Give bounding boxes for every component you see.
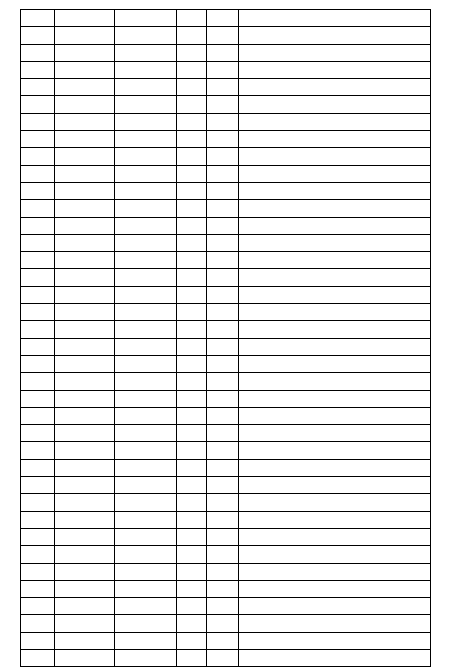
table-cell — [21, 286, 55, 303]
table-cell — [55, 96, 115, 113]
table-cell — [55, 10, 115, 27]
table-cell — [207, 511, 239, 528]
table-cell — [21, 546, 55, 563]
table-cell — [55, 269, 115, 286]
table-cell — [115, 96, 177, 113]
table-cell — [177, 27, 207, 44]
table-cell — [239, 425, 431, 442]
table-cell — [177, 234, 207, 251]
table-cell — [177, 477, 207, 494]
table-cell — [177, 632, 207, 649]
table-cell — [207, 563, 239, 580]
table-cell — [115, 200, 177, 217]
table-cell — [21, 407, 55, 424]
table-cell — [239, 580, 431, 597]
table-cell — [239, 477, 431, 494]
table-cell — [115, 477, 177, 494]
table-cell — [177, 44, 207, 61]
table-cell — [55, 217, 115, 234]
table-cell — [55, 390, 115, 407]
table-row — [21, 27, 431, 44]
table-cell — [55, 182, 115, 199]
table-cell — [21, 598, 55, 615]
table-cell — [55, 321, 115, 338]
table-cell — [207, 425, 239, 442]
table-row — [21, 563, 431, 580]
table-row — [21, 615, 431, 632]
table-cell — [177, 442, 207, 459]
table-cell — [239, 321, 431, 338]
table-cell — [177, 425, 207, 442]
table-cell — [207, 27, 239, 44]
table-cell — [239, 200, 431, 217]
table-row — [21, 390, 431, 407]
table-cell — [55, 304, 115, 321]
table-cell — [55, 113, 115, 130]
table-cell — [21, 252, 55, 269]
table-cell — [239, 165, 431, 182]
table-cell — [207, 442, 239, 459]
table-cell — [115, 10, 177, 27]
table-cell — [115, 511, 177, 528]
table-cell — [21, 269, 55, 286]
table-cell — [115, 321, 177, 338]
table-cell — [21, 338, 55, 355]
table-cell — [115, 182, 177, 199]
table-row — [21, 459, 431, 476]
table-cell — [239, 304, 431, 321]
table-cell — [177, 338, 207, 355]
table-cell — [239, 96, 431, 113]
table-cell — [239, 338, 431, 355]
table-cell — [177, 113, 207, 130]
table-cell — [239, 511, 431, 528]
table-cell — [115, 61, 177, 78]
table-cell — [207, 286, 239, 303]
table-cell — [115, 113, 177, 130]
table-cell — [177, 563, 207, 580]
table-row — [21, 44, 431, 61]
table-row — [21, 632, 431, 649]
table-row — [21, 217, 431, 234]
table-cell — [55, 373, 115, 390]
table-row — [21, 148, 431, 165]
table-cell — [115, 165, 177, 182]
table-cell — [21, 304, 55, 321]
table-cell — [115, 649, 177, 666]
table-cell — [207, 632, 239, 649]
table-cell — [177, 390, 207, 407]
table-cell — [177, 10, 207, 27]
table-cell — [207, 407, 239, 424]
table-cell — [207, 44, 239, 61]
table-cell — [177, 252, 207, 269]
table-cell — [55, 494, 115, 511]
table-row — [21, 10, 431, 27]
table-row — [21, 528, 431, 545]
table-cell — [55, 598, 115, 615]
table-cell — [207, 200, 239, 217]
table-cell — [207, 477, 239, 494]
table-cell — [239, 27, 431, 44]
table-cell — [55, 131, 115, 148]
table-cell — [21, 182, 55, 199]
table-cell — [207, 580, 239, 597]
table-cell — [55, 79, 115, 96]
table-cell — [177, 494, 207, 511]
table-cell — [239, 131, 431, 148]
table-cell — [207, 338, 239, 355]
table-cell — [115, 131, 177, 148]
table-cell — [177, 528, 207, 545]
table-cell — [239, 355, 431, 372]
table-cell — [177, 615, 207, 632]
table-cell — [177, 286, 207, 303]
table-cell — [207, 79, 239, 96]
table-cell — [115, 425, 177, 442]
table-cell — [55, 632, 115, 649]
table-cell — [21, 632, 55, 649]
table-cell — [239, 148, 431, 165]
table-cell — [115, 598, 177, 615]
table-cell — [177, 598, 207, 615]
table-cell — [207, 165, 239, 182]
table-cell — [115, 494, 177, 511]
table-cell — [239, 632, 431, 649]
table-cell — [55, 27, 115, 44]
table-cell — [21, 131, 55, 148]
table-cell — [239, 373, 431, 390]
table-cell — [177, 148, 207, 165]
table-cell — [21, 321, 55, 338]
table-cell — [115, 407, 177, 424]
table-cell — [115, 304, 177, 321]
table-cell — [21, 459, 55, 476]
table-cell — [239, 61, 431, 78]
table-cell — [21, 10, 55, 27]
table-cell — [177, 96, 207, 113]
table-row — [21, 304, 431, 321]
table-cell — [21, 615, 55, 632]
table-cell — [55, 442, 115, 459]
table-cell — [21, 494, 55, 511]
table-cell — [177, 269, 207, 286]
table-row — [21, 182, 431, 199]
table-cell — [207, 252, 239, 269]
table-cell — [207, 494, 239, 511]
table-cell — [177, 459, 207, 476]
table-cell — [115, 286, 177, 303]
table-cell — [115, 459, 177, 476]
table-cell — [239, 442, 431, 459]
table-cell — [207, 528, 239, 545]
table-cell — [55, 338, 115, 355]
table-cell — [177, 373, 207, 390]
table-cell — [21, 511, 55, 528]
table-cell — [115, 217, 177, 234]
table-cell — [21, 390, 55, 407]
table-cell — [55, 459, 115, 476]
table-cell — [21, 355, 55, 372]
table-row — [21, 546, 431, 563]
table-cell — [177, 131, 207, 148]
table-cell — [207, 459, 239, 476]
table-cell — [207, 390, 239, 407]
table-row — [21, 355, 431, 372]
table-cell — [115, 632, 177, 649]
table-cell — [55, 200, 115, 217]
table-cell — [115, 338, 177, 355]
table-cell — [115, 148, 177, 165]
table-cell — [21, 234, 55, 251]
table-row — [21, 442, 431, 459]
table-cell — [207, 598, 239, 615]
table-row — [21, 477, 431, 494]
table-cell — [207, 304, 239, 321]
table-row — [21, 286, 431, 303]
table-cell — [115, 580, 177, 597]
table-body — [21, 10, 431, 667]
table-cell — [21, 165, 55, 182]
table-cell — [55, 234, 115, 251]
table-cell — [55, 563, 115, 580]
table-row — [21, 580, 431, 597]
data-table — [20, 9, 431, 667]
table-row — [21, 79, 431, 96]
table-cell — [177, 580, 207, 597]
table-cell — [207, 615, 239, 632]
table-cell — [21, 148, 55, 165]
table-cell — [207, 217, 239, 234]
table-row — [21, 269, 431, 286]
table-cell — [207, 182, 239, 199]
table-cell — [21, 96, 55, 113]
table-cell — [21, 79, 55, 96]
table-cell — [115, 355, 177, 372]
table-cell — [21, 113, 55, 130]
table-cell — [115, 44, 177, 61]
table-cell — [115, 442, 177, 459]
table-cell — [239, 269, 431, 286]
table-cell — [207, 96, 239, 113]
table-cell — [239, 113, 431, 130]
table-cell — [239, 649, 431, 666]
table-cell — [115, 234, 177, 251]
table-cell — [239, 217, 431, 234]
table-cell — [239, 390, 431, 407]
table-cell — [177, 200, 207, 217]
table-row — [21, 96, 431, 113]
table-cell — [21, 44, 55, 61]
table-row — [21, 200, 431, 217]
table-cell — [177, 165, 207, 182]
table-cell — [239, 546, 431, 563]
table-cell — [115, 373, 177, 390]
table-cell — [21, 373, 55, 390]
table-cell — [55, 649, 115, 666]
table-row — [21, 425, 431, 442]
table-cell — [115, 546, 177, 563]
table-cell — [115, 615, 177, 632]
table-cell — [239, 286, 431, 303]
table-row — [21, 165, 431, 182]
table-cell — [239, 79, 431, 96]
table-cell — [239, 615, 431, 632]
table-cell — [55, 165, 115, 182]
table-cell — [239, 234, 431, 251]
table-row — [21, 338, 431, 355]
table-cell — [21, 477, 55, 494]
table-cell — [55, 477, 115, 494]
table-cell — [115, 528, 177, 545]
table-cell — [21, 649, 55, 666]
table-cell — [207, 373, 239, 390]
table-row — [21, 252, 431, 269]
table-cell — [207, 269, 239, 286]
table-cell — [55, 580, 115, 597]
table-row — [21, 234, 431, 251]
table-cell — [207, 234, 239, 251]
table-cell — [55, 511, 115, 528]
table-row — [21, 321, 431, 338]
table-cell — [239, 182, 431, 199]
table-cell — [21, 425, 55, 442]
table-row — [21, 598, 431, 615]
table-cell — [21, 200, 55, 217]
table-cell — [55, 44, 115, 61]
table-row — [21, 511, 431, 528]
table-cell — [55, 528, 115, 545]
table-row — [21, 131, 431, 148]
table-cell — [207, 321, 239, 338]
table-cell — [55, 355, 115, 372]
table-cell — [177, 511, 207, 528]
table-cell — [239, 563, 431, 580]
table-cell — [115, 27, 177, 44]
table-cell — [55, 252, 115, 269]
table-cell — [55, 407, 115, 424]
table-cell — [177, 649, 207, 666]
table-cell — [55, 546, 115, 563]
table-cell — [207, 355, 239, 372]
table-cell — [21, 217, 55, 234]
table-cell — [207, 546, 239, 563]
table-cell — [239, 598, 431, 615]
table-cell — [177, 321, 207, 338]
table-cell — [239, 528, 431, 545]
table-cell — [207, 113, 239, 130]
table-cell — [21, 563, 55, 580]
table-cell — [115, 79, 177, 96]
table-cell — [115, 252, 177, 269]
table-cell — [177, 546, 207, 563]
table-row — [21, 649, 431, 666]
table-cell — [177, 79, 207, 96]
table-row — [21, 113, 431, 130]
table-cell — [55, 425, 115, 442]
table-cell — [207, 649, 239, 666]
table-cell — [21, 528, 55, 545]
table-cell — [207, 148, 239, 165]
table-cell — [177, 355, 207, 372]
table-row — [21, 61, 431, 78]
table-cell — [21, 61, 55, 78]
table-cell — [55, 61, 115, 78]
table-cell — [55, 286, 115, 303]
table-cell — [239, 44, 431, 61]
table-cell — [21, 442, 55, 459]
table-cell — [239, 407, 431, 424]
table-cell — [21, 27, 55, 44]
table-cell — [21, 580, 55, 597]
table-row — [21, 407, 431, 424]
table-row — [21, 373, 431, 390]
table-cell — [239, 494, 431, 511]
table-cell — [55, 148, 115, 165]
table-cell — [177, 217, 207, 234]
table-cell — [177, 61, 207, 78]
table-row — [21, 494, 431, 511]
table-cell — [207, 61, 239, 78]
table-cell — [239, 10, 431, 27]
table-cell — [239, 252, 431, 269]
table-cell — [177, 407, 207, 424]
table-cell — [177, 304, 207, 321]
table-cell — [177, 182, 207, 199]
table-cell — [115, 390, 177, 407]
table-cell — [239, 459, 431, 476]
table-cell — [115, 269, 177, 286]
table-cell — [55, 615, 115, 632]
table-cell — [207, 10, 239, 27]
table-cell — [207, 131, 239, 148]
table-cell — [115, 563, 177, 580]
